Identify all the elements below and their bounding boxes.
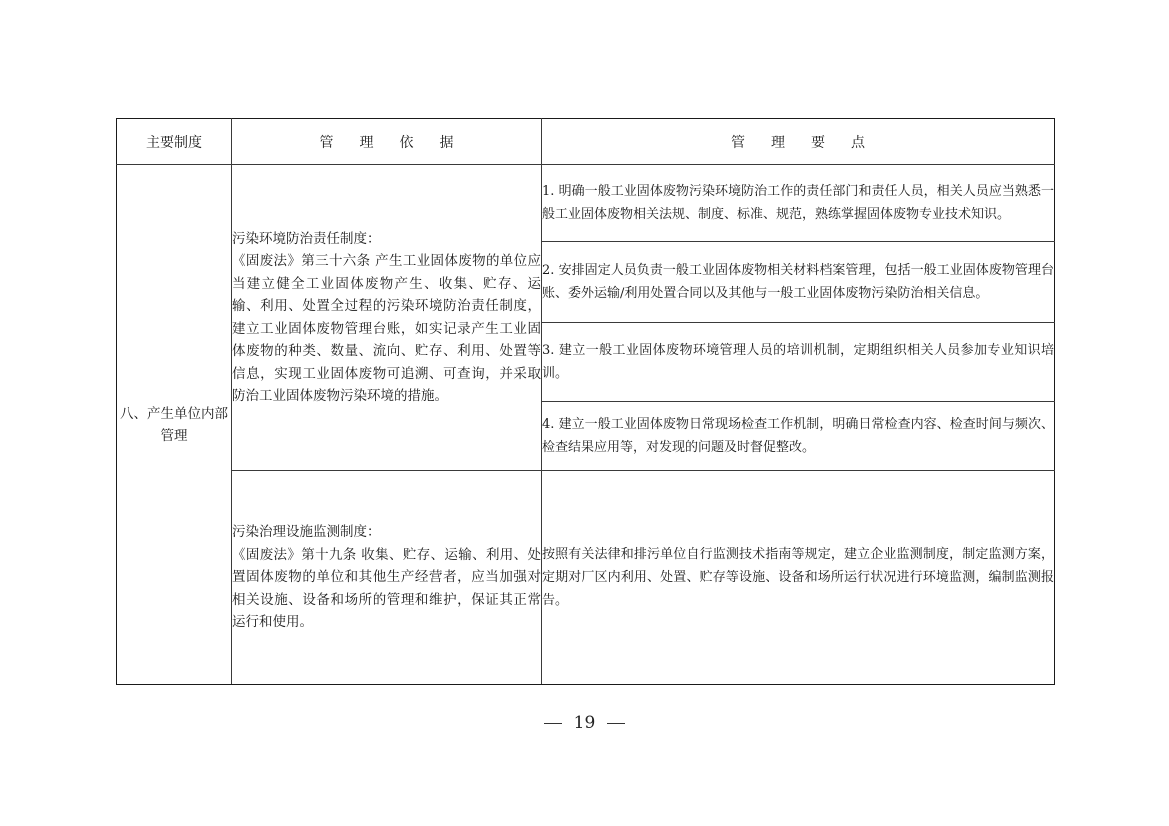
section-label: 八、产生单位内部管理 [120,405,228,444]
basis-body: 《固废法》第十九条 收集、贮存、运输、利用、处置固体废物的单位和其他生产经营者，应当加强对相关设施、设备和场所的管理和维护，保证其正常运行和使用。 [232,546,541,631]
header-management-points: 管理要点 [542,119,1055,165]
dash-right [607,723,625,724]
table-row [117,471,1055,685]
dash-left [544,723,562,724]
basis-cell-responsibility [232,165,542,471]
point-cell: 4. 建立一般工业固体废物日常现场检查工作机制，明确日常检查内容、检查时间与频次、检查结果应用等，对发现的问题及时督促整改。 [542,402,1055,471]
page-number: 19 [573,713,596,733]
basis-title: 污染环境防治责任制度： [232,230,381,247]
header-main-system: 主要制度 [117,119,232,165]
header-management-basis: 管理依据 [232,119,542,165]
basis-title: 污染治理设施监测制度： [232,524,381,541]
basis-body: 《固废法》第三十六条 产生工业固体废物的单位应当建立健全工业固体废物产生、收集、贮存、运输、利用、处置全过程的污染环境防治责任制度，建立工业固体废物管理台账，如实记录产生工业固体废物的种类、数量、流向、贮存、利用、处置等信息，实现工业固体废物可追溯、可查询，并采取防治工业固体废物污染环境的措施。 [232,253,541,404]
point-cell: 3. 建立一般工业固体废物环境管理人员的培训机制，定期组织相关人员参加专业知识培训。 [542,323,1055,402]
section-label-cell [117,165,232,685]
point-cell: 按照有关法律和排污单位自行监测技术指南等规定，建立企业监测制度，制定监测方案，定期对厂区内利用、处置、贮存等设施、设备和场所运行状况进行环境监测，编制监测报告。 [542,471,1055,685]
point-cell: 2. 安排固定人员负责一般工业固体废物相关材料档案管理，包括一般工业固体废物管理台账、委外运输/利用处置合同以及其他与一般工业固体废物污染防治相关信息。 [542,242,1055,323]
basis-cell-monitoring [232,471,542,685]
table-row [117,165,1055,242]
table-header-row [117,119,1055,165]
management-table [116,118,1055,685]
page-footer [0,713,1169,733]
point-cell: 1. 明确一般工业固体废物污染环境防治工作的责任部门和责任人员，相关人员应当熟悉一般工业固体废物相关法规、制度、标准、规范，熟练掌握固体废物专业技术知识。 [542,165,1055,242]
